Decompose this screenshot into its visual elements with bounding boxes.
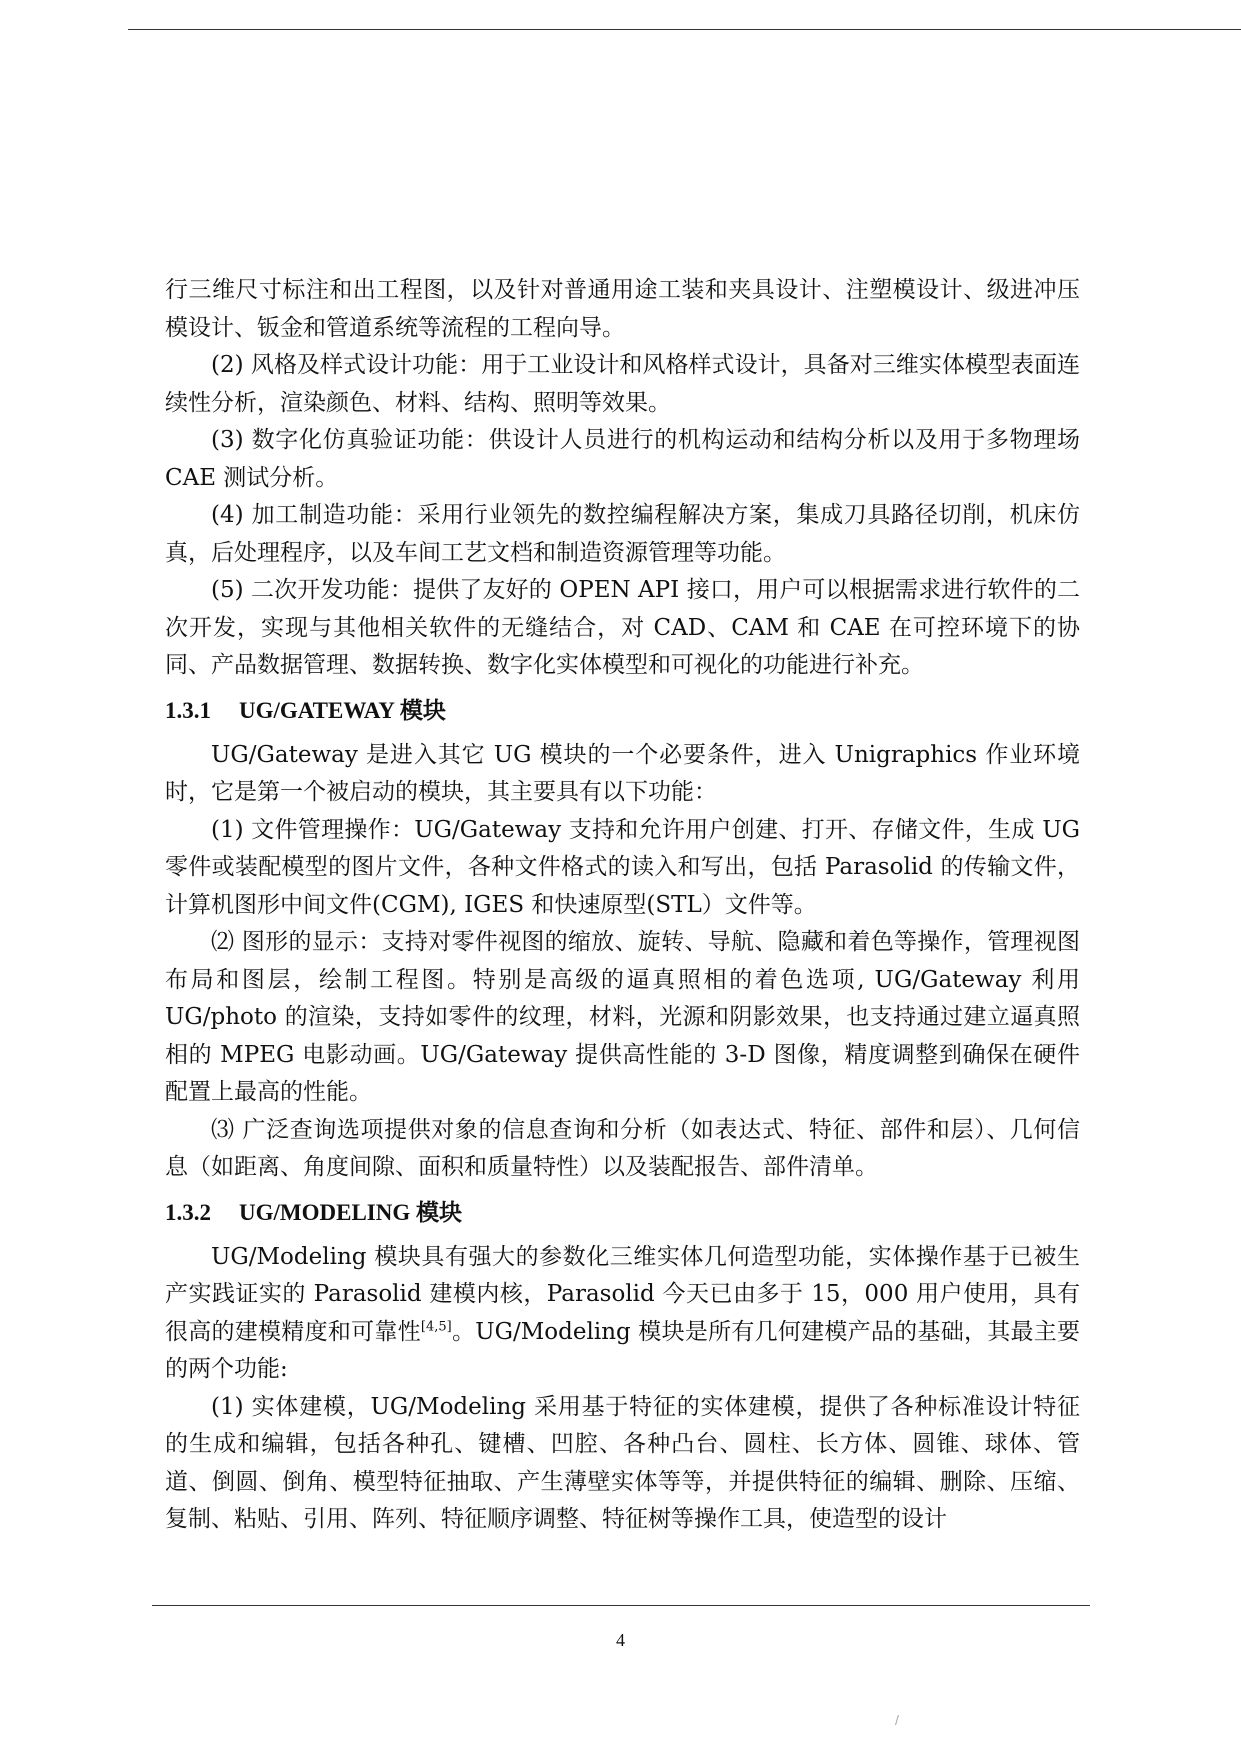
section-number: 1.3.2 [165, 1199, 211, 1225]
paragraph-item-3: (3) 数字化仿真验证功能：供设计人员进行的机构运动和结构分析以及用于多物理场 CAE 测试分析。 [165, 427, 1080, 491]
section-title: UG/MODELING 模块 [239, 1199, 462, 1225]
paragraph-item-2: (2) 风格及样式设计功能：用于工业设计和风格样式设计，具备对三维实体模型表面连续性分析，渲染颜色、材料、结构、照明等效果。 [165, 352, 1080, 416]
list-item: ⑶ 广泛查询选项提供对象的信息查询和分析（如表达式、特征、部件和层）、几何信息（如距离、角度间隙、面积和质量特性）以及装配报告、部件清单。 [165, 1116, 1080, 1180]
intro-text: 。UG/Modeling 模块是所有几何建模产品的基础，其最主要的两个功能: [165, 1318, 1081, 1382]
section-heading-1-3-2 [165, 1195, 1080, 1231]
header-rule [128, 29, 1241, 30]
paragraph-item-4: (4) 加工制造功能：采用行业领先的数控编程解决方案，集成刀具路径切削，机床仿真，后处理程序，以及车间工艺文档和制造资源管理等功能。 [165, 502, 1080, 566]
page-number: 4 [616, 1630, 625, 1650]
footer-rule [152, 1605, 1090, 1606]
corner-mark: / [895, 1712, 899, 1728]
citation-reference[interactable]: [4,5] [420, 1318, 452, 1334]
section-heading-1-3-1 [165, 693, 1080, 729]
list-item: ⑵ 图形的显示：支持对零件视图的缩放、旋转、导航、隐藏和着色等操作，管理视图布局和图层，绘制工程图。特别是高级的逼真照相的着色选项, UG/Gateway 利用 UG/photo 的渲染，支持如零件的纹理，材料，光源和阴影效果，也支持通过建立逼真照相的 MPEG 电影动画。UG/Gateway 提供高性能的 3-D 图像，精度调整到确保在硬件配置上最高的性能。 [165, 929, 1080, 1105]
intro-text: UG/Modeling 模块具有强大的参数化三维实体几何造型功能，实体操作基于已被生产实践证实的 Parasolid 建模内核，Parasolid 今天已由多于 15，000 用户使用，具有很高的建模精度和可靠性 [165, 1243, 1080, 1345]
list-item: (1) 实体建模，UG/Modeling 采用基于特征的实体建模，提供了各种标准设计特征的生成和编辑，包括各种孔、键槽、凹腔、各种凸台、圆柱、长方体、圆锥、球体、管道、倒圆、倒角、模型特征抽取、产生薄壁实体等等，并提供特征的编辑、删除、压缩、复制、粘贴、引用、阵列、特征顺序调整、特征树等操作工具，使造型的设计 [165, 1393, 1080, 1532]
section-number: 1.3.1 [165, 697, 211, 723]
section-intro [165, 1239, 1080, 1389]
paragraph-item-5: (5) 二次开发功能：提供了友好的 OPEN API 接口，用户可以根据需求进行软件的二次开发，实现与其他相关软件的无缝结合，对 CAD、CAM 和 CAE 在可控环境下的协同、产品数据管理、数据转换、数字化实体模型和可视化的功能进行补充。 [165, 577, 1080, 678]
paragraph-continuation: 行三维尺寸标注和出工程图，以及针对普通用途工装和夹具设计、注塑模设计、级进冲压模设计、钣金和管道系统等流程的工程向导。 [165, 277, 1080, 341]
list-item: (1) 文件管理操作：UG/Gateway 支持和允许用户创建、打开、存储文件，生成 UG 零件或装配模型的图片文件，各种文件格式的读入和写出，包括 Parasolid 的传输文件，计算机图形中间文件(CGM), IGES 和快速原型(STL）文件等。 [165, 816, 1080, 918]
section-title: UG/GATEWAY 模块 [239, 697, 446, 723]
page-body [165, 272, 1080, 1539]
section-intro: UG/Gateway 是进入其它 UG 模块的一个必要条件，进入 Unigraphics 作业环境时，它是第一个被启动的模块，其主要具有以下功能： [165, 741, 1080, 805]
